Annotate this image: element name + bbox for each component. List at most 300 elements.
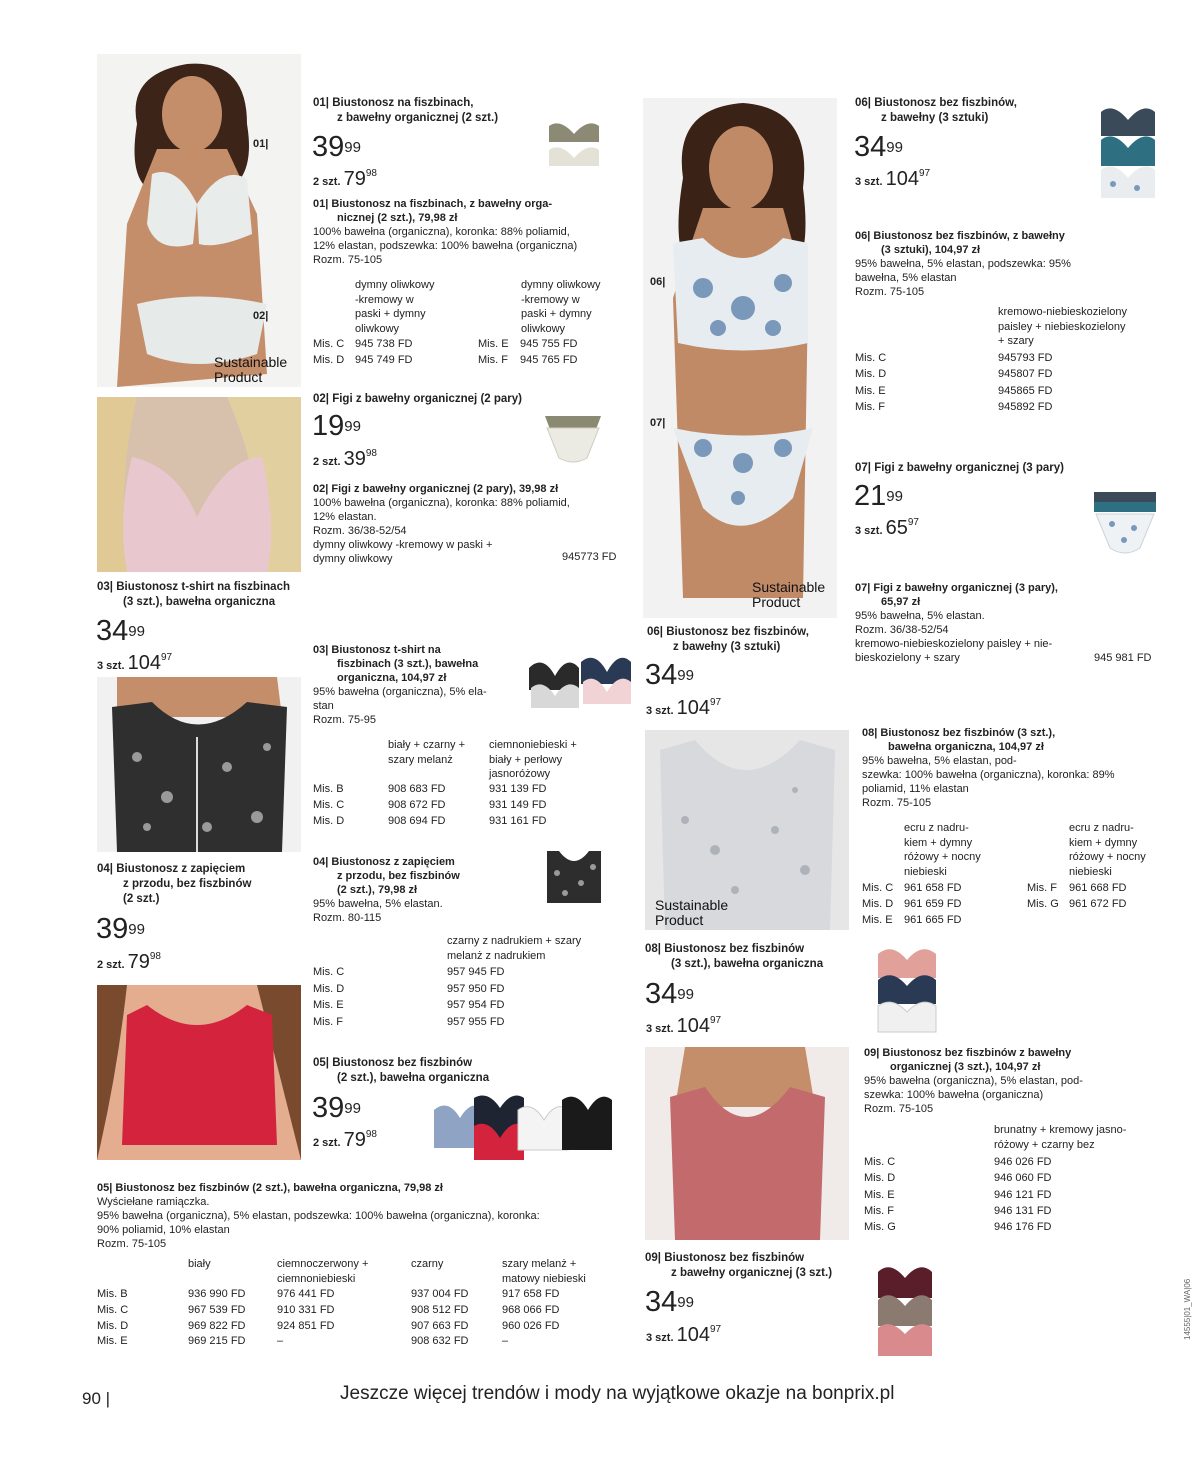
multi-int: 104 <box>676 697 710 719</box>
cup-size: Mis. E <box>97 1335 128 1348</box>
product-06-photo-price <box>645 660 694 690</box>
details-material-1: 100% bawełna (organiczna), koronka: 88% poliamid, <box>313 226 570 238</box>
product-06-price <box>854 132 903 162</box>
product-03-details <box>313 643 523 727</box>
color-line: różowy + nocny <box>1069 851 1146 863</box>
details-title-line2: (3 sztuki), 104,97 zł <box>881 244 981 256</box>
order-code: 908 694 FD <box>388 814 446 827</box>
title-line2: z bawełny organicznej (3 szt.) <box>671 1267 833 1279</box>
price-dec: 99 <box>344 1100 361 1117</box>
color-line: różowy + czarny bez <box>994 1138 1095 1151</box>
product-09-multi-price <box>646 1324 721 1347</box>
price-dec: 99 <box>344 418 361 435</box>
color-line: szary melanż <box>388 753 453 766</box>
product-thumb-08 <box>872 940 942 1038</box>
product-06-multi-price <box>855 168 930 191</box>
order-code: 908 632 FD <box>411 1335 469 1348</box>
product-05-color-2 <box>277 1257 368 1286</box>
multi-dec: 97 <box>907 517 919 528</box>
product-09-codes <box>864 1154 1051 1235</box>
color-line: dymny oliwkowy <box>355 279 435 291</box>
cup-size: Mis. F <box>864 1204 894 1217</box>
color-line: ciemnoniebieski <box>277 1272 356 1285</box>
product-thumb-01 <box>545 98 603 173</box>
product-05-title <box>313 1056 489 1086</box>
product-08-codes-left <box>862 881 961 928</box>
product-06-photo-multi-price <box>646 697 721 720</box>
cup-size: Mis. C <box>313 798 345 811</box>
details-material-1: 100% bawełna (organiczna), koronka: 88% poliamid, <box>313 497 570 509</box>
details-title-line1: 08| Biustonosz bez fiszbinów (3 szt.), <box>862 727 1056 739</box>
order-code: 961 658 FD <box>904 882 962 894</box>
color-line: -kremowy w <box>521 293 580 306</box>
color-line: dymny oliwkowy <box>313 553 393 565</box>
order-code: 957 955 FD <box>447 1015 505 1028</box>
details-title: 05| Biustonosz bez fiszbinów (2 szt.), bawełna organiczna, 79,98 zł <box>97 1182 443 1194</box>
cup-size: Mis. E <box>478 338 509 350</box>
details-material-2: bawełna, 5% elastan <box>855 272 957 284</box>
details-title-line2: z przodu, bez fiszbinów <box>337 870 460 882</box>
cup-size: Mis. C <box>862 882 894 894</box>
cup-size: Mis. D <box>313 982 345 995</box>
color-line: brunatny + kremowy jasno- <box>994 1124 1127 1136</box>
model-photo-01-02 <box>97 54 301 387</box>
color-line: niebieski <box>904 865 947 878</box>
title-line1: 08| Biustonosz bez fiszbinów <box>645 943 805 955</box>
order-code: 945 738 FD <box>355 338 413 350</box>
price-int: 34 <box>645 1286 678 1318</box>
order-code: 946 121 FD <box>994 1188 1052 1201</box>
multi-dec: 98 <box>365 168 377 179</box>
product-03-color-b <box>489 738 577 782</box>
order-code: 907 663 FD <box>411 1319 469 1332</box>
product-08-price <box>645 979 694 1009</box>
multi-label: 3 szt. <box>855 525 883 537</box>
product-03-color-a <box>388 738 465 767</box>
product-06-photo-title <box>647 625 809 655</box>
order-code: 937 004 FD <box>411 1288 469 1300</box>
details-material: 95% bawełna, 5% elastan. <box>313 898 443 910</box>
cup-size: Mis. G <box>1027 897 1059 910</box>
multi-dec: 97 <box>709 1324 722 1335</box>
cup-size: Mis. D <box>97 1319 129 1332</box>
product-05-details <box>97 1181 637 1251</box>
title-line1: 09| Biustonosz bez fiszbinów <box>645 1252 805 1264</box>
color-line: oliwkowy <box>521 322 566 335</box>
color-line: kiem + dymny <box>904 836 973 849</box>
order-code: – <box>502 1335 509 1348</box>
details-material-2: szewka: 100% bawełna (organiczna), koronka: 89% <box>862 769 1115 781</box>
product-01-multi-price <box>313 168 377 191</box>
price-dec: 99 <box>677 667 694 684</box>
color-line: biały + perłowy <box>489 753 563 766</box>
product-02-title: 02| Figi z bawełny organicznej (2 pary) <box>313 393 522 405</box>
product-01-price <box>312 132 361 162</box>
cup-size: Mis. C <box>313 338 345 350</box>
details-title: 02| Figi z bawełny organicznej (2 pary), 39,98 zł <box>313 483 559 495</box>
product-05-color-1: biały <box>188 1258 211 1270</box>
cup-size: Mis. D <box>855 368 887 381</box>
product-01-codes <box>313 337 577 369</box>
price-dec: 99 <box>886 488 903 505</box>
order-code: – <box>277 1335 284 1348</box>
details-material-2: 12% elastan, podszewka: 100% bawełna (organiczna) <box>313 240 578 252</box>
order-code: 961 659 FD <box>904 897 962 910</box>
cup-size: Mis. D <box>313 353 345 366</box>
details-material-2: szewka: 100% bawełna (organiczna) <box>864 1089 1044 1101</box>
details-material-2: stan <box>313 700 334 712</box>
photo-label-02: 02| <box>253 310 269 322</box>
title-line1: 03| Biustonosz t-shirt na fiszbinach <box>97 581 290 593</box>
multi-label: 2 szt. <box>313 1137 341 1149</box>
multi-label: 3 szt. <box>855 176 883 188</box>
color-line: paisley + niebieskozielony <box>998 320 1126 333</box>
details-title-line1: 01| Biustonosz na fiszbinach, z bawełny orga- <box>313 198 553 210</box>
product-02-multi-price <box>313 448 377 471</box>
model-photo-09 <box>645 1047 849 1240</box>
cup-size: Mis. F <box>855 400 885 413</box>
details-title-line2: fiszbinach (3 szt.), bawełna <box>337 658 479 670</box>
details-title-line1: 04| Biustonosz z zapięciem <box>313 856 455 868</box>
product-06-details <box>855 229 1155 299</box>
color-line: szary melanż + <box>502 1258 577 1270</box>
details-size: Rozm. 75-95 <box>313 714 376 726</box>
price-int: 39 <box>96 913 129 945</box>
product-04-title <box>97 862 251 907</box>
multi-int: 104 <box>885 168 919 190</box>
cup-size: Mis. B <box>313 783 344 795</box>
product-07-code: 945 981 FD <box>1094 652 1152 664</box>
details-note: Wyściełane ramiączka. <box>97 1196 210 1208</box>
title-line1: 06| Biustonosz bez fiszbinów, <box>855 97 1017 109</box>
multi-label: 2 szt. <box>97 959 125 971</box>
color-line: kiem + dymny <box>1069 836 1138 849</box>
details-material: 95% bawełna, 5% elastan. <box>855 610 985 622</box>
product-06-color <box>998 305 1127 349</box>
page-number: 90 | <box>82 1389 111 1408</box>
order-code: 931 161 FD <box>489 814 547 827</box>
product-01-color-b <box>521 278 600 336</box>
title-line2: z bawełny (3 sztuki) <box>881 112 989 124</box>
product-thumb-09 <box>872 1258 938 1362</box>
details-title-line3: (2 szt.), 79,98 zł <box>337 884 418 896</box>
color-line: kremowo-niebieskozielony <box>998 306 1128 318</box>
sustainable-badge-08: Sustainable Product <box>655 897 729 928</box>
product-09-title <box>645 1251 832 1281</box>
order-code: 961 668 FD <box>1069 882 1127 894</box>
order-code: 967 539 FD <box>188 1303 246 1316</box>
cup-size: Mis. F <box>478 353 508 366</box>
color-line: różowy + nocny <box>904 851 981 863</box>
product-01-details <box>313 197 633 267</box>
photo-label-06: 06| <box>650 276 666 288</box>
color-line: paski + dymny <box>521 308 592 320</box>
product-04-codes <box>313 964 504 1030</box>
product-04-price <box>96 914 145 944</box>
details-title-line3: organiczna, 104,97 zł <box>337 672 447 684</box>
product-08-color-a <box>904 821 981 879</box>
multi-dec: 97 <box>918 168 931 179</box>
sustainable-badge-01: Sustainable Product <box>214 354 288 385</box>
product-01-title <box>313 96 498 126</box>
order-code: 924 851 FD <box>277 1319 335 1332</box>
product-03-title <box>97 580 290 610</box>
order-code: 945807 FD <box>998 368 1053 381</box>
details-size: Rozm. 75-105 <box>97 1238 167 1250</box>
details-title-line1: 03| Biustonosz t-shirt na <box>313 644 441 656</box>
product-05-multi-price <box>313 1129 377 1152</box>
multi-int: 79 <box>343 168 366 190</box>
details-material-1: 95% bawełna (organiczna), 5% elastan, podszewka: 100% bawełna (organiczna), koronka: <box>97 1210 540 1222</box>
order-code: 931 139 FD <box>489 783 547 795</box>
sustainable-badge-06: Sustainable Product <box>752 579 826 610</box>
details-size: Rozm. 75-105 <box>864 1103 934 1115</box>
product-06-title <box>855 96 1017 126</box>
color-line: ciemnoczerwony + <box>277 1258 369 1270</box>
price-int: 34 <box>645 978 678 1010</box>
order-code: 969 215 FD <box>188 1335 246 1348</box>
multi-dec: 97 <box>709 1015 722 1026</box>
color-line: matowy niebieski <box>502 1272 586 1285</box>
product-04-details <box>313 855 533 925</box>
cup-size: Mis. F <box>313 1015 343 1028</box>
product-thumb-03 <box>525 632 635 720</box>
multi-int: 39 <box>343 448 366 470</box>
multi-label: 2 szt. <box>313 456 341 468</box>
cup-size: Mis. C <box>97 1303 129 1316</box>
color-line: ecru z nadru- <box>1069 822 1134 834</box>
color-line: kremowo-niebieskozielony paisley + nie- <box>855 638 1053 650</box>
color-line: jasnoróżowy <box>489 768 551 780</box>
model-photo-03 <box>97 397 301 572</box>
price-int: 39 <box>312 1092 345 1124</box>
cup-size: Mis. C <box>864 1156 896 1168</box>
order-code: 908 672 FD <box>388 798 446 811</box>
product-09-price <box>645 1287 694 1317</box>
product-thumb-06 <box>1097 96 1159 206</box>
product-07-price <box>854 481 903 511</box>
order-code: 946 026 FD <box>994 1156 1052 1168</box>
cup-size: Mis. D <box>313 814 345 827</box>
multi-int: 65 <box>885 517 908 539</box>
cup-size: Mis. F <box>1027 882 1057 894</box>
multi-int: 104 <box>676 1324 710 1346</box>
details-size: Rozm. 36/38-52/54 <box>855 624 949 636</box>
order-code: 945 749 FD <box>355 353 413 366</box>
details-material-1: 95% bawełna (organiczna), 5% elastan, pod- <box>864 1075 1083 1087</box>
color-line: -kremowy w <box>355 293 414 306</box>
product-09-color <box>994 1123 1126 1152</box>
model-photo-05 <box>97 985 301 1160</box>
photo-label-07: 07| <box>650 417 666 429</box>
product-02-code: 945773 FD <box>562 551 617 563</box>
color-line: oliwkowy <box>355 322 400 335</box>
price-int: 34 <box>854 131 887 163</box>
color-line: dymny oliwkowy <box>521 279 601 291</box>
product-03-multi-price <box>97 652 172 675</box>
title-line2: (3 szt.), bawełna organiczna <box>671 958 824 970</box>
product-07-multi-price <box>855 517 919 540</box>
title-line3: (2 szt.) <box>123 893 160 905</box>
color-line: czarny z nadrukiem + szary <box>447 935 582 947</box>
order-code: 945 765 FD <box>520 353 578 366</box>
product-thumb-02 <box>541 408 605 468</box>
product-thumb-05 <box>430 1088 620 1168</box>
color-line: biały + czarny + <box>388 739 466 751</box>
order-code: 976 441 FD <box>277 1288 335 1300</box>
multi-int: 104 <box>127 652 161 674</box>
multi-dec: 98 <box>365 448 377 459</box>
details-title-line2: organicznej (3 szt.), 104,97 zł <box>890 1061 1041 1073</box>
color-line: dymny oliwkowy -kremowy w paski + <box>313 539 493 551</box>
order-code: 945892 FD <box>998 400 1053 413</box>
cup-size: Mis. E <box>864 1188 895 1201</box>
price-int: 34 <box>645 659 678 691</box>
multi-int: 79 <box>343 1129 366 1151</box>
price-dec: 99 <box>677 1294 694 1311</box>
product-08-details <box>862 726 1172 810</box>
color-line: ciemnoniebieski + <box>489 739 577 751</box>
product-05-color-4 <box>502 1257 586 1286</box>
multi-label: 3 szt. <box>646 1332 674 1344</box>
price-dec: 99 <box>886 139 903 156</box>
details-size: Rozm. 75-105 <box>862 797 932 809</box>
order-code: 961 672 FD <box>1069 897 1127 910</box>
order-code: 961 665 FD <box>904 913 962 926</box>
cup-size: Mis. D <box>862 897 894 910</box>
product-01-title-line2: z bawełny organicznej (2 szt.) <box>337 112 499 124</box>
order-code: 945793 FD <box>998 352 1053 364</box>
cup-size: Mis. C <box>855 352 887 364</box>
footer-promo-text: Jeszcze więcej trendów i mody na wyjątkowe okazje na bonprix.pl <box>340 1383 895 1404</box>
order-code: 957 954 FD <box>447 999 505 1011</box>
order-code: 910 331 FD <box>277 1303 335 1316</box>
cup-size: Mis. B <box>97 1288 128 1300</box>
order-code: 957 950 FD <box>447 982 505 995</box>
details-title-line1: 06| Biustonosz bez fiszbinów, z bawełny <box>855 230 1065 242</box>
details-material-1: 95% bawełna, 5% elastan, podszewka: 95% <box>855 258 1071 270</box>
price-int: 21 <box>854 480 887 512</box>
multi-label: 2 szt. <box>313 176 341 188</box>
product-05-price <box>312 1093 361 1123</box>
product-05-color-3: czarny <box>411 1258 444 1270</box>
details-size: Rozm. 80-115 <box>313 912 382 924</box>
product-thumb-07 <box>1090 488 1160 560</box>
multi-dec: 98 <box>365 1129 377 1140</box>
multi-dec: 97 <box>160 652 173 663</box>
order-code: 968 066 FD <box>502 1303 560 1316</box>
multi-int: 79 <box>127 951 150 973</box>
product-08-codes-right <box>1027 881 1126 913</box>
product-04-color <box>447 934 581 963</box>
product-03-codes <box>313 782 546 829</box>
color-line: paski + dymny <box>355 308 426 320</box>
title-line2: z przodu, bez fiszbinów <box>123 878 252 890</box>
cup-size: Mis. D <box>864 1172 896 1185</box>
order-code: 936 990 FD <box>188 1288 246 1300</box>
details-material-3: poliamid, 11% elastan <box>862 783 969 795</box>
details-material-1: 95% bawełna (organiczna), 5% ela- <box>313 686 487 698</box>
multi-label: 3 szt. <box>646 705 674 717</box>
title-line2: z bawełny (3 sztuki) <box>673 641 781 653</box>
cup-size: Mis. E <box>313 999 344 1011</box>
color-line: ecru z nadru- <box>904 822 969 834</box>
order-code: 908 512 FD <box>411 1303 469 1316</box>
order-code: 945 755 FD <box>520 338 578 350</box>
photo-label-01: 01| <box>253 138 269 150</box>
title-line1: 06| Biustonosz bez fiszbinów, <box>647 626 809 638</box>
product-06-codes <box>855 350 1052 415</box>
details-title-line2: nicznej (2 szt.), 79,98 zł <box>337 212 458 224</box>
order-code: 957 945 FD <box>447 966 505 978</box>
price-int: 19 <box>312 410 345 442</box>
order-code: 946 131 FD <box>994 1204 1052 1217</box>
product-08-multi-price <box>646 1015 721 1038</box>
details-size: Rozm. 75-105 <box>313 254 383 266</box>
order-code: 908 683 FD <box>388 783 446 795</box>
model-photo-04 <box>97 677 301 852</box>
multi-int: 104 <box>676 1015 710 1037</box>
title-line2: (3 szt.), bawełna organiczna <box>123 596 276 608</box>
product-01-color-a <box>355 278 434 336</box>
cup-size: Mis. C <box>313 966 345 978</box>
multi-dec: 97 <box>709 697 722 708</box>
color-line: + szary <box>998 335 1034 347</box>
product-04-multi-price <box>97 951 161 974</box>
product-01-title-line1: 01| Biustonosz na fiszbinach, <box>313 97 474 109</box>
product-09-details <box>864 1046 1164 1116</box>
details-material-2: 90% poliamid, 10% elastan <box>97 1224 230 1236</box>
title-line2: (2 szt.), bawełna organiczna <box>337 1072 490 1084</box>
order-code: 946 176 FD <box>994 1221 1052 1234</box>
order-code: 917 658 FD <box>502 1288 560 1300</box>
cup-size: Mis. E <box>862 913 893 926</box>
order-code: 945865 FD <box>998 384 1053 397</box>
price-dec: 99 <box>128 921 145 938</box>
product-07-title: 07| Figi z bawełny organicznej (3 pary) <box>855 462 1064 474</box>
details-material-1: 95% bawełna, 5% elastan, pod- <box>862 755 1017 767</box>
details-title-line2: bawełna organiczna, 104,97 zł <box>888 741 1044 753</box>
price-dec: 99 <box>128 623 145 640</box>
details-material-2: 12% elastan. <box>313 511 377 523</box>
details-title-line2: 65,97 zł <box>881 596 921 608</box>
model-photo-06-07 <box>643 98 837 618</box>
price-dec: 99 <box>344 139 361 156</box>
color-line: bieskozielony + szary <box>855 652 960 664</box>
price-int: 39 <box>312 131 345 163</box>
details-title-line1: 07| Figi z bawełny organicznej (3 pary), <box>855 582 1058 594</box>
color-line: niebieski <box>1069 865 1112 878</box>
product-08-title <box>645 942 823 972</box>
product-02-price <box>312 411 361 441</box>
order-code: 946 060 FD <box>994 1172 1052 1185</box>
price-int: 34 <box>96 615 129 647</box>
multi-dec: 98 <box>149 951 161 962</box>
product-thumb-04 <box>541 843 607 911</box>
title-line1: 05| Biustonosz bez fiszbinów <box>313 1057 473 1069</box>
details-size: Rozm. 75-105 <box>855 286 925 298</box>
details-title-line1: 09| Biustonosz bez fiszbinów z bawełny <box>864 1047 1072 1059</box>
product-05-codes <box>97 1287 559 1350</box>
multi-label: 3 szt. <box>646 1023 674 1035</box>
cup-size: Mis. E <box>855 384 886 397</box>
details-size: Rozm. 36/38-52/54 <box>313 525 407 537</box>
order-code: 969 822 FD <box>188 1319 246 1332</box>
multi-label: 3 szt. <box>97 660 125 672</box>
product-08-color-b <box>1069 821 1146 879</box>
side-code: 14555|01_WA|06 <box>1183 1278 1192 1340</box>
price-dec: 99 <box>677 986 694 1003</box>
